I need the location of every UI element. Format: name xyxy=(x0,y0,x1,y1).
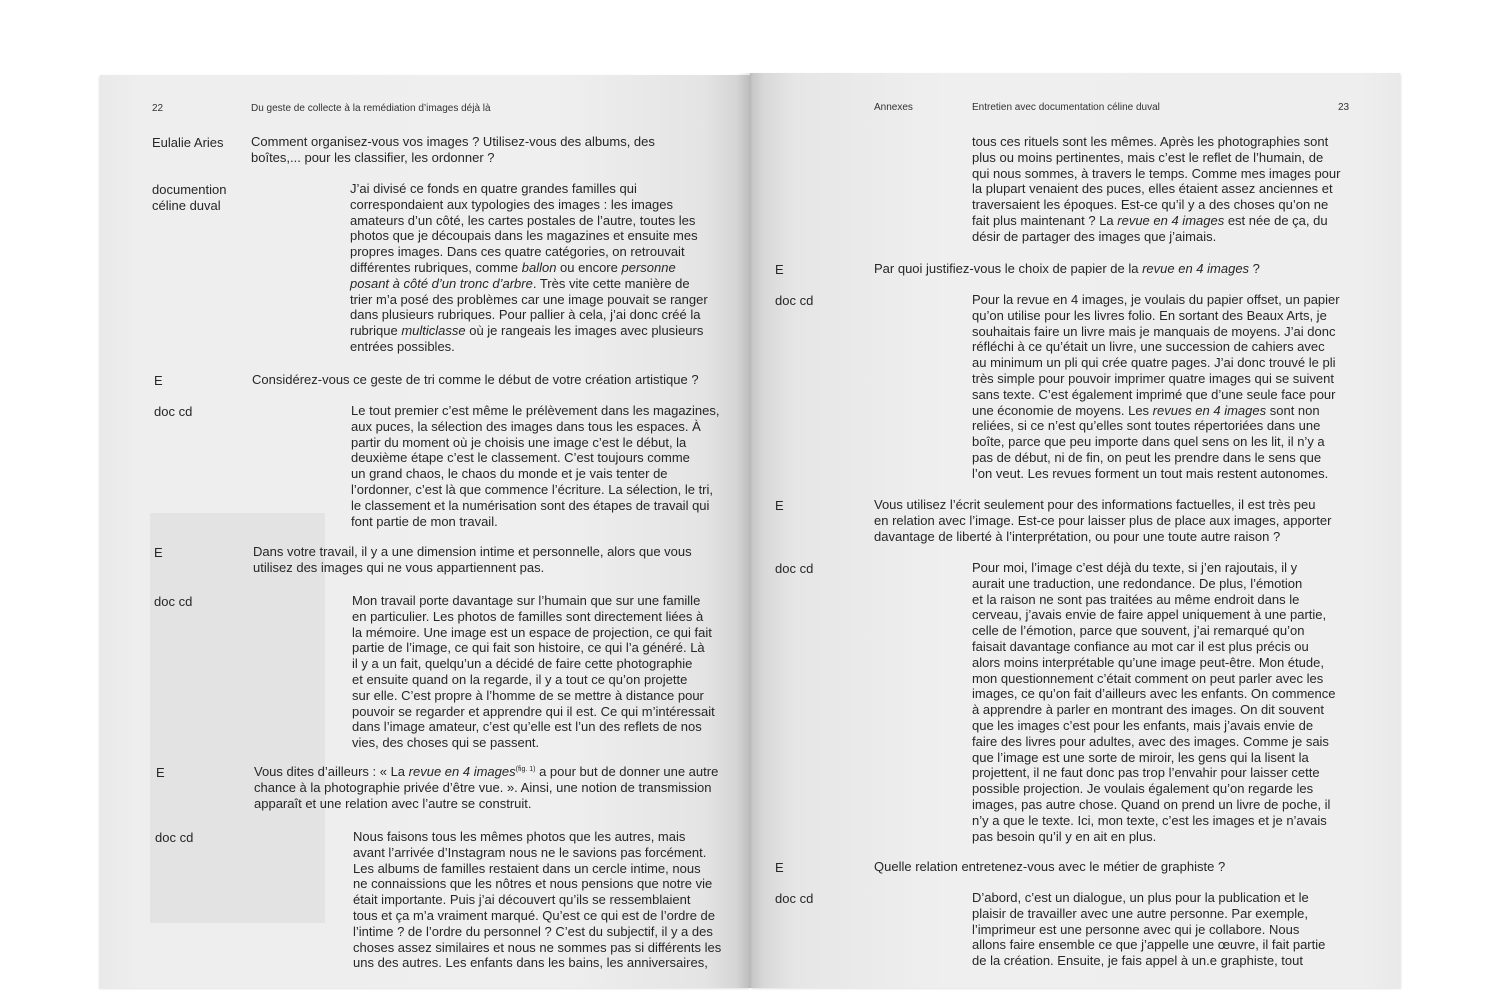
interview-question: Quelle relation entretenez-vous avec le métier de graphiste ? xyxy=(874,859,1226,874)
interview-question: Par quoi justifiez-vous le choix de papier de la revue en 4 images ? xyxy=(874,261,1260,276)
interview-question: Vous utilisez l’écrit seulement pour des informations factuelles, il est très peu en relation avec l’image. Est-ce pour laisser plus de place aux images, apporter davantage de liberté à l’interprétation, ou pour une toute autre raison ? xyxy=(874,497,1332,544)
interview-answer: D’abord, c’est un dialogue, un plus pour la publication et le plaisir de travailler avec une autre personne. Par exemple, l’imprimeur est une personne avec qui je collabore. Nous allons faire ensemble ce que j’appelle une œuvre, il fait partie de la création. Ensuite, je fais appel à un.e graphiste, tout xyxy=(972,890,1326,969)
speaker-label: doc cd xyxy=(155,830,194,845)
right-page-number: 23 xyxy=(1338,102,1350,113)
speaker-label: doc cd xyxy=(154,594,193,609)
speaker-label: E xyxy=(156,765,165,780)
interview-question: Dans votre travail, il y a une dimension intime et personnelle, alors que vous utilisez des images qui ne vous appartiennent pas. xyxy=(253,544,692,575)
right-section-label: Annexes xyxy=(874,102,913,113)
speaker-label: doc cd xyxy=(775,891,814,906)
speaker-label: E xyxy=(775,498,784,513)
speaker-label: E xyxy=(775,860,784,875)
speaker-label: E xyxy=(775,262,784,277)
interview-answer: Nous faisons tous les mêmes photos que les autres, mais avant l’arrivée d’Instagram nous ne le savions pas forcément. Les albums de familles restaient dans un cercle intime, nous ne connaissions que les nôtres et nous pensions que notre vie était importante. Puis j’ai découvert qu’ils se ressemblaient tous et ça m’a vraiment marqué. Qu’est ce qui est de l’ordre de l’intime ? de l’ordre du personnel ? C’est du subjectif, il y a des choses assez similaires et nous ne sommes pas si différents les uns des autres. Les enfants dans les bains, les anniversaires, xyxy=(353,829,722,971)
interview-question: Considérez-vous ce geste de tri comme le début de votre création artistique ? xyxy=(252,372,699,387)
speaker-label: E xyxy=(154,545,163,560)
right-running-title: Entretien avec documentation céline duval xyxy=(972,102,1160,113)
left-page-number: 22 xyxy=(152,103,164,114)
interview-answer: tous ces rituels sont les mêmes. Après les photographies sont plus ou moins pertinentes, mais c’est le reflet de l’humain, de qui nous sommes, à travers le temps. Comme mes images pour la plupart venaient des puces, elles étaient assez anciennes et traversaient les époques. Est-ce qu’il y a des choses qu’on ne fait plus maintenant ? La revue en 4 images est née de ça, du désir de partager des images que j’aimais. xyxy=(972,134,1341,244)
interview-answer: Mon travail porte davantage sur l’humain que sur une famille en particulier. Les photos de familles sont directement liées à la mémoire. Une image est un espace de projection, ce qui fait partie de l’image, ce qui fait son histoire, ce qui l’a généré. Là il y a un fait, quelqu’un a décidé de faire cette photographie et ensuite quand on la regarde, il y a tout ce qu’on projette sur elle. C’est propre à l’homme de se mettre à distance pour pouvoir se regarder et apprendre qui il est. Ce qui m’intéressait dans l’image amateur, c’est qu’elle est l’un des reflets de nos vies, des choses qui se passent. xyxy=(352,593,715,751)
interview-answer: J’ai divisé ce fonds en quatre grandes familles qui correspondaient aux typologies des images : les images amateurs d’un côté, les cartes postales de l’autre, toutes les photos que je découpais dans les magazines et ensuite mes propres images. Dans ces quatre catégories, on retrouvait différentes rubriques, comme ballon ou encore personne posant à côté d’un tronc d’arbre. Très vite cette manière de trier m’a posé des problèmes car une image pouvait se ranger dans plusieurs rubriques. Pour pallier à cela, j’ai donc créé la rubrique multiclasse où je rangeais les images avec plusieurs entrées possibles. xyxy=(350,181,708,354)
speaker-label: Eulalie Aries xyxy=(152,135,224,150)
interview-answer: Le tout premier c’est même le prélèvement dans les magazines, aux puces, la sélection des images dans tous les espaces. À partir du moment où je choisis une image c’est le début, la deuxième étape c’est le classement. C’est toujours comme un grand chaos, le chaos du monde et je vais tenter de l’ordonner, c’est là que commence l’écriture. La sélection, le tri, le classement et la numérisation sont des étapes de travail qui font partie de mon travail. xyxy=(351,403,720,529)
interview-answer: Pour moi, l’image c’est déjà du texte, si j’en rajoutais, il y aurait une traduction, une redondance. De plus, l’émotion et la raison ne sont pas traitées au même endroit dans le cerveau, j’avais envie de faire appel uniquement à une partie, celle de l’émotion, parce que souvent, j’ai remarqué qu’on faisait davantage confiance au mot car il est plus précis ou alors moins interprétable qu’une image peut-être. Mon étude, mon questionnement c’était comment on peut parler avec les images, ce qu’on fait d’ailleurs avec les enfants. On commence à apprendre à parler en montrant des images. On dit souvent que les images c’est pour les enfants, mais j’avais envie de faire des livres pour adultes, avec des images. Comme je sais que l’image est une sorte de miroir, les gens qui la lisent la projettent, il ne faut donc pas trop l’envahir pour laisser cette possible projection. Je voulais également qu’on regarde les images, pas autre chose. Quand on prend un livre de poche, il n’y a que le texte. Ici, mon texte, c’est les images et je n’avais pas besoin qu’il y en ait en plus. xyxy=(972,560,1336,844)
speaker-label: E xyxy=(154,373,163,388)
speaker-label: doc cd xyxy=(775,293,814,308)
left-running-title: Du geste de collecte à la remédiation d’images déjà là xyxy=(251,103,491,114)
interview-question: Comment organisez-vous vos images ? Utilisez-vous des albums, des boîtes,... pour les classifier, les ordonner ? xyxy=(251,134,655,165)
interview-answer: Pour la revue en 4 images, je voulais du papier offset, un papier qu’on utilise pour les livres folio. En sortant des Beaux Arts, je souhaitais faire un livre mais je manquais de moyens. J’ai donc réfléchi à ce qu’était un livre, une succession de cahiers avec au minimum un pli qui crée quatre pages. J’ai donc trouvé le pli très simple pour pouvoir imprimer quatre images qui se suivent sans texte. C’est également imprimé que d’une seule face pour une économie de moyens. Les revues en 4 images sont non reliées, si ce n’est qu’elles sont toutes répertoriées dans une boîte, parce que peu importe dans quel sens on les lit, il n’y a pas de début, ni de fin, on peut les prendre dans le sens que l’on veut. Les revues forment un tout mais restent autonomes. xyxy=(972,292,1340,481)
speaker-label: documention céline duval xyxy=(152,182,227,213)
interview-question: Vous dites d’ailleurs : « La revue en 4 images$^{(fig. 1)}$ a pour but de donner une autre chance à la photographie privée d’être vue. ». Ainsi, une notion de transmission apparaît et une relation avec l’autre se construit. xyxy=(254,764,719,811)
speaker-label: doc cd xyxy=(154,404,193,419)
speaker-label: doc cd xyxy=(775,561,814,576)
